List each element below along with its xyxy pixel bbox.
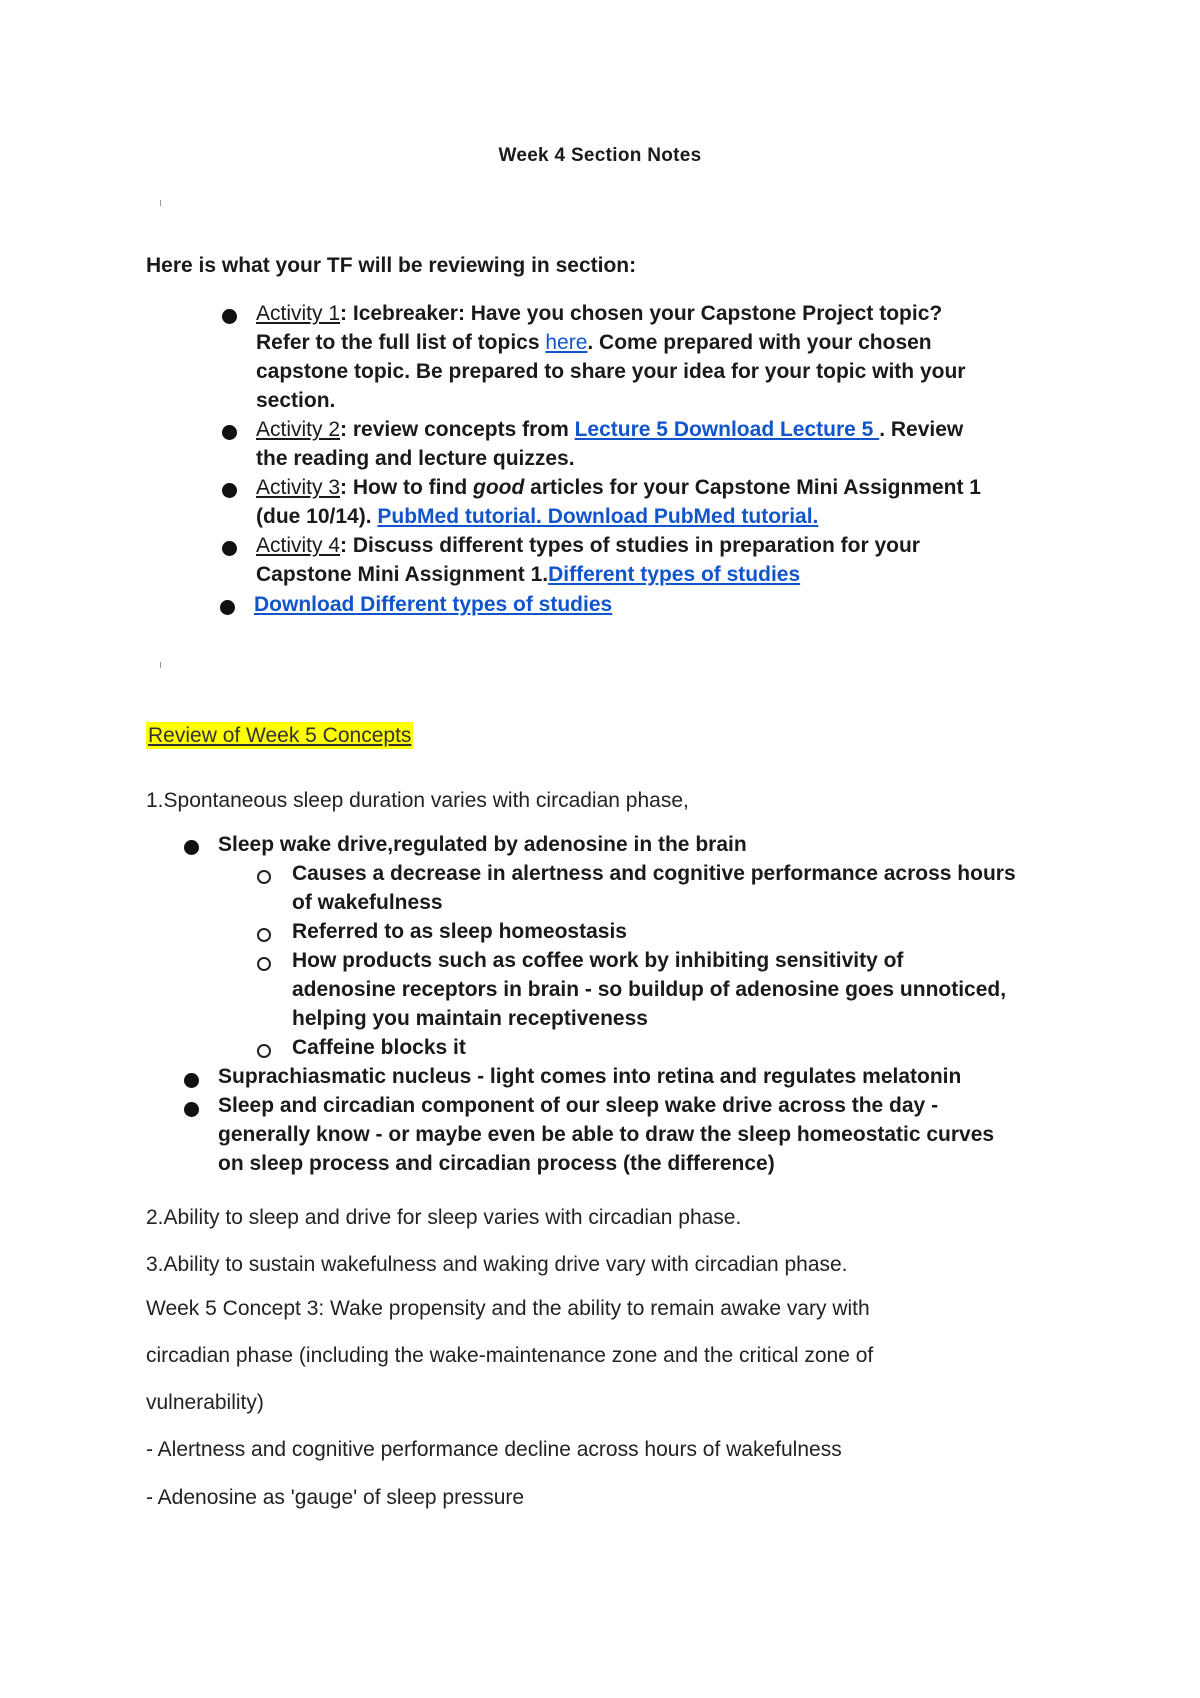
paragraph-mark (160, 662, 161, 668)
activity-2-line-1: Activity 2: review concepts from Lecture 5 Download Lecture 5 . Review (256, 418, 964, 441)
week5-line: vulnerability) (146, 1391, 264, 1414)
document-title: Week 4 Section Notes (498, 145, 702, 166)
activity-label: Activity 2 (256, 418, 341, 441)
pubmed-tutorial-link[interactable]: PubMed tutorial. Download PubMed tutorial. (377, 505, 819, 528)
subbullet-text: Caffeine blocks it (292, 1036, 466, 1059)
week5-line: - Alertness and cognitive performance decline across hours of wakefulness (146, 1438, 842, 1461)
intro-heading: Here is what your TF will be reviewing in section: (146, 254, 637, 277)
paragraph-mark (160, 200, 161, 206)
activity-1-line-2: Refer to the full list of topics here. Come prepared with your chosen (256, 331, 932, 354)
activity-3-line-2: (due 10/14). PubMed tutorial. Download PubMed tutorial. (256, 505, 819, 528)
activity-1-line-1: Activity 1: Icebreaker: Have you chosen your Capstone Project topic? (256, 302, 943, 325)
subbullet-text: helping you maintain receptiveness (292, 1007, 648, 1030)
bullet-text: on sleep process and circadian process (the difference) (218, 1152, 775, 1175)
bullet-dot-icon (184, 1102, 199, 1117)
concept-1: 1.Spontaneous sleep duration varies with circadian phase, (146, 789, 689, 812)
download-line (254, 590, 612, 619)
lecture-5-link[interactable]: Lecture 5 Download Lecture 5 (574, 418, 880, 441)
bullet-dot-icon (222, 425, 237, 440)
concept-2: 2.Ability to sleep and drive for sleep varies with circadian phase. (146, 1206, 742, 1229)
bullet-dot-icon (220, 600, 235, 615)
activity-label: Activity 1 (256, 302, 341, 325)
bullet-text: generally know - or maybe even be able to draw the sleep homeostatic curves (218, 1123, 995, 1146)
topics-link[interactable]: here (545, 331, 588, 354)
subbullet-text: Causes a decrease in alertness and cognitive performance across hours (292, 862, 1016, 885)
activity-2-line-2: the reading and lecture quizzes. (256, 447, 575, 470)
bullet-dot-icon (184, 840, 199, 855)
week5-line: Week 5 Concept 3: Wake propensity and the ability to remain awake vary with (146, 1297, 870, 1320)
subbullet-text: Referred to as sleep homeostasis (292, 920, 627, 943)
bullet-text: Sleep wake drive,regulated by adenosine in the brain (218, 833, 747, 856)
activity-label: Activity 4 (256, 534, 341, 557)
bullet-dot-icon (222, 541, 237, 556)
concept-3: 3.Ability to sustain wakefulness and waking drive vary with circadian phase. (146, 1253, 848, 1276)
activity-1-line-3: capstone topic. Be prepared to share your idea for your topic with your (256, 360, 966, 383)
activity-3-line-1: Activity 3: How to find good articles for your Capstone Mini Assignment 1 (256, 476, 981, 499)
bullet-circle-icon (257, 928, 271, 942)
bullet-dot-icon (222, 483, 237, 498)
bullet-circle-icon (257, 870, 271, 884)
subbullet-text: of wakefulness (292, 891, 443, 914)
study-types-link[interactable]: Different types of studies (548, 563, 801, 586)
subbullet-text: adenosine receptors in brain - so buildup of adenosine goes unnoticed, (292, 978, 1007, 1001)
bullet-dot-icon (222, 309, 237, 324)
bullet-text: Sleep and circadian component of our sleep wake drive across the day - (218, 1094, 939, 1117)
activity-4-line-2: Capstone Mini Assignment 1.Different types of studies (256, 563, 801, 586)
subbullet-text: How products such as coffee work by inhibiting sensitivity of (292, 949, 904, 972)
bullet-dot-icon (184, 1073, 199, 1088)
activity-label: Activity 3 (256, 476, 341, 499)
week5-line: - Adenosine as 'gauge' of sleep pressure (146, 1486, 525, 1509)
review-heading: Review of Week 5 Concepts (148, 724, 412, 747)
activity-4-line-1: Activity 4: Discuss different types of studies in preparation for your (256, 534, 920, 557)
bullet-circle-icon (257, 1044, 271, 1058)
bullet-circle-icon (257, 957, 271, 971)
download-study-types-link[interactable]: Download Different types of studies (254, 593, 613, 616)
activity-1-line-4: section. (256, 389, 336, 412)
bullet-text: Suprachiasmatic nucleus - light comes into retina and regulates melatonin (218, 1065, 962, 1088)
week5-line: circadian phase (including the wake-maintenance zone and the critical zone of (146, 1344, 874, 1367)
